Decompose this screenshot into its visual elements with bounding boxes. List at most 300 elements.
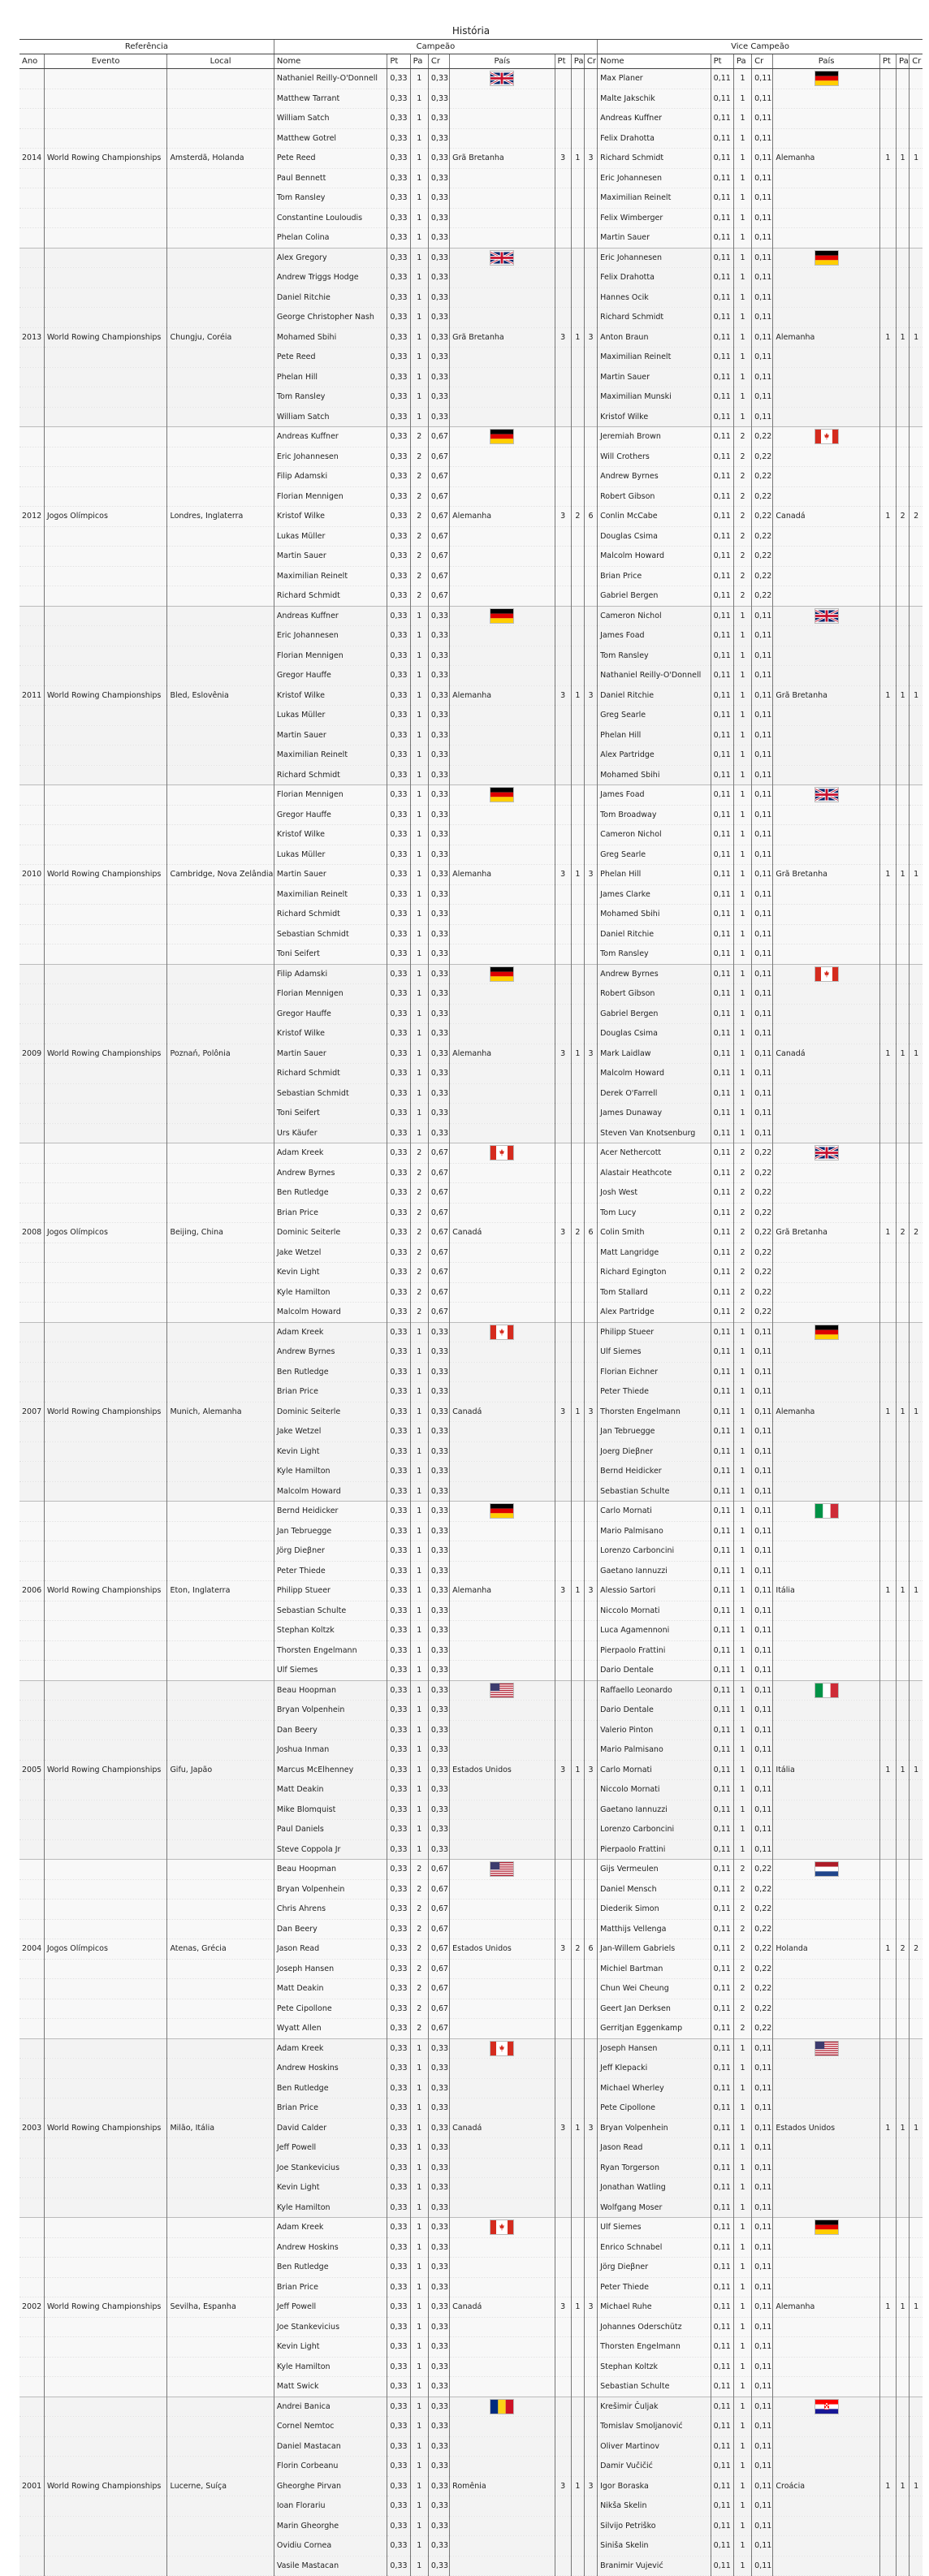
runner-cr-cell: 0,11 xyxy=(752,1521,773,1541)
champion-cr-cell: 0,33 xyxy=(428,2038,449,2059)
empty-cell xyxy=(571,407,584,427)
champion-cr-cell: 0,67 xyxy=(428,1999,449,2019)
empty-cell xyxy=(450,2198,555,2218)
empty-cell xyxy=(897,427,910,447)
champion-cr-cell: 0,33 xyxy=(428,2476,449,2496)
table-row xyxy=(19,526,923,547)
empty-cell xyxy=(879,1640,896,1661)
empty-cell xyxy=(19,89,44,109)
empty-cell xyxy=(555,905,571,925)
empty-cell xyxy=(879,706,896,726)
runner-total-pt: 1 xyxy=(879,327,896,348)
champion-pa-cell: 1 xyxy=(410,646,428,666)
empty-cell xyxy=(450,884,555,905)
table-row xyxy=(19,1422,923,1442)
empty-cell xyxy=(167,1382,274,1403)
empty-cell xyxy=(167,407,274,427)
empty-cell xyxy=(19,1243,44,1263)
empty-cell xyxy=(450,367,555,387)
empty-cell xyxy=(450,765,555,785)
champion-cr-cell: 0,33 xyxy=(428,666,449,686)
empty-cell xyxy=(910,287,923,308)
empty-cell xyxy=(19,924,44,944)
runner-name-cell: Ryan Torgerson xyxy=(598,2158,711,2178)
empty-cell xyxy=(19,1203,44,1223)
empty-cell xyxy=(19,208,44,228)
location-cell: Milão, Itália xyxy=(167,2118,274,2138)
empty-cell xyxy=(584,486,597,507)
empty-cell xyxy=(19,984,44,1005)
champion-name-cell: Andreas Kuffner xyxy=(274,606,387,626)
runner-pt-cell: 0,11 xyxy=(711,427,733,447)
empty-cell xyxy=(450,1839,555,1860)
runner-name-cell: Matt Langridge xyxy=(598,1243,711,1263)
empty-cell xyxy=(773,1820,879,1840)
empty-cell xyxy=(584,2436,597,2457)
table-row xyxy=(19,1541,923,1562)
empty-cell xyxy=(555,805,571,825)
runner-pa-cell: 1 xyxy=(733,1342,751,1363)
runner-cr-cell: 0,11 xyxy=(752,208,773,228)
runner-pt-cell: 0,11 xyxy=(711,2158,733,2178)
champion-name-cell: Bernd Heidicker xyxy=(274,1502,387,1522)
champion-cr-cell: 0,33 xyxy=(428,2118,449,2138)
empty-cell xyxy=(44,486,167,507)
empty-cell xyxy=(450,2178,555,2198)
empty-cell xyxy=(773,109,879,129)
empty-cell xyxy=(167,228,274,249)
champion-name-cell: Ben Rutledge xyxy=(274,1183,387,1204)
header-event: Evento xyxy=(44,54,167,69)
runner-cr-cell: 0,11 xyxy=(752,2516,773,2536)
table-row xyxy=(19,1601,923,1621)
empty-cell xyxy=(44,2536,167,2557)
runner-name-cell: Alastair Heathcote xyxy=(598,1163,711,1183)
runner-name-cell: Jörg Dieβner xyxy=(598,2258,711,2278)
empty-cell xyxy=(44,1104,167,1124)
empty-cell xyxy=(450,1243,555,1263)
empty-cell xyxy=(584,2237,597,2258)
empty-cell xyxy=(879,168,896,188)
champion-pa-cell: 2 xyxy=(410,486,428,507)
empty-cell xyxy=(910,1282,923,1303)
empty-cell xyxy=(555,1441,571,1462)
champion-name-cell: Kyle Hamilton xyxy=(274,1282,387,1303)
empty-cell xyxy=(879,1024,896,1044)
table-row xyxy=(19,1183,923,1204)
empty-cell xyxy=(167,1203,274,1223)
champion-cr-cell: 0,33 xyxy=(428,1104,449,1124)
runner-flag-cell xyxy=(773,1322,879,1342)
runner-flag-cell xyxy=(773,248,879,268)
empty-cell xyxy=(450,2496,555,2517)
empty-cell xyxy=(44,805,167,825)
empty-cell xyxy=(584,1640,597,1661)
runner-cr-cell: 0,11 xyxy=(752,685,773,706)
champion-cr-cell: 0,33 xyxy=(428,1422,449,1442)
empty-cell xyxy=(19,1322,44,1342)
empty-cell xyxy=(910,845,923,865)
champion-name-cell: Jan Tebruegge xyxy=(274,1521,387,1541)
empty-cell xyxy=(910,547,923,567)
empty-cell xyxy=(167,348,274,368)
runner-pa-cell: 1 xyxy=(733,109,751,129)
runner-name-cell: Luca Agamennoni xyxy=(598,1621,711,1641)
empty-cell xyxy=(167,2019,274,2039)
table-row xyxy=(19,2098,923,2119)
empty-cell xyxy=(910,427,923,447)
empty-cell xyxy=(910,2536,923,2557)
empty-cell xyxy=(167,2496,274,2517)
runner-name-cell: James Foad xyxy=(598,785,711,806)
runner-pt-cell: 0,11 xyxy=(711,1422,733,1442)
runner-cr-cell: 0,11 xyxy=(752,1720,773,1740)
empty-cell xyxy=(897,1740,910,1761)
runner-pt-cell: 0,11 xyxy=(711,845,733,865)
empty-cell xyxy=(44,1243,167,1263)
champion-pa-cell: 1 xyxy=(410,2218,428,2238)
runner-pt-cell: 0,11 xyxy=(711,1263,733,1283)
runner-name-cell: Mohamed Sbihi xyxy=(598,765,711,785)
champion-cr-cell: 0,33 xyxy=(428,1541,449,1562)
champion-pa-cell: 1 xyxy=(410,1601,428,1621)
runner-pa-cell: 1 xyxy=(733,1044,751,1064)
empty-cell xyxy=(167,2078,274,2098)
empty-cell xyxy=(571,1839,584,1860)
empty-cell xyxy=(571,447,584,467)
empty-cell xyxy=(571,805,584,825)
empty-cell xyxy=(450,1740,555,1761)
empty-cell xyxy=(571,964,584,984)
runner-pa-cell: 1 xyxy=(733,2317,751,2337)
empty-cell xyxy=(44,547,167,567)
champion-cr-cell: 0,67 xyxy=(428,1919,449,1939)
runner-pt-cell: 0,11 xyxy=(711,2019,733,2039)
runner-cr-cell: 0,22 xyxy=(752,1223,773,1243)
runner-cr-cell: 0,22 xyxy=(752,1282,773,1303)
empty-cell xyxy=(44,2317,167,2337)
runner-pt-cell: 0,11 xyxy=(711,327,733,348)
empty-cell xyxy=(19,2377,44,2397)
empty-cell xyxy=(584,2536,597,2557)
champion-pa-cell: 1 xyxy=(410,1422,428,1442)
table-row xyxy=(19,1581,923,1601)
runner-cr-cell: 0,22 xyxy=(752,1900,773,1920)
empty-cell xyxy=(773,2019,879,2039)
empty-cell xyxy=(584,1342,597,1363)
runner-name-cell: Martin Sauer xyxy=(598,367,711,387)
champion-name-cell: Matt Deakin xyxy=(274,1780,387,1800)
champion-flag-cell xyxy=(450,1143,555,1164)
champion-pt-cell: 0,33 xyxy=(387,2078,410,2098)
champion-pt-cell: 0,33 xyxy=(387,526,410,547)
empty-cell xyxy=(897,1382,910,1403)
empty-cell xyxy=(773,984,879,1005)
champion-total-cr: 3 xyxy=(584,2297,597,2318)
empty-cell xyxy=(879,646,896,666)
runner-pt-cell: 0,11 xyxy=(711,1143,733,1164)
empty-cell xyxy=(910,2078,923,2098)
champion-pt-cell: 0,33 xyxy=(387,1322,410,1342)
runner-pa-cell: 1 xyxy=(733,984,751,1005)
empty-cell xyxy=(910,1104,923,1124)
champion-pa-cell: 1 xyxy=(410,2098,428,2119)
empty-cell xyxy=(44,785,167,806)
runner-country-cell: Estados Unidos xyxy=(773,2118,879,2138)
empty-cell xyxy=(773,2357,879,2377)
empty-cell xyxy=(584,2218,597,2238)
runner-pa-cell: 1 xyxy=(733,2237,751,2258)
runner-country-cell: Alemanha xyxy=(773,1402,879,1422)
table-row xyxy=(19,626,923,646)
champion-pt-cell: 0,33 xyxy=(387,706,410,726)
table-row xyxy=(19,1999,923,2019)
empty-cell xyxy=(584,1879,597,1900)
champion-cr-cell: 0,67 xyxy=(428,486,449,507)
runner-name-cell: Pierpaolo Frattini xyxy=(598,1839,711,1860)
netherlands-flag-icon xyxy=(814,1861,839,1877)
edition-group-2002 xyxy=(19,2218,923,2397)
runner-cr-cell: 0,11 xyxy=(752,287,773,308)
empty-cell xyxy=(910,2397,923,2417)
empty-cell xyxy=(44,1561,167,1581)
empty-cell xyxy=(584,2198,597,2218)
runner-cr-cell: 0,22 xyxy=(752,1243,773,1263)
champion-pa-cell: 1 xyxy=(410,1820,428,1840)
runner-total-cr: 1 xyxy=(910,149,923,169)
runner-name-cell: Jan-Willem Gabriels xyxy=(598,1939,711,1960)
runner-name-cell: Michael Ruhe xyxy=(598,2297,711,2318)
table-row xyxy=(19,1661,923,1681)
runner-total-pa: 1 xyxy=(897,1760,910,1780)
champion-cr-cell: 0,33 xyxy=(428,327,449,348)
empty-cell xyxy=(167,1999,274,2019)
champion-pt-cell: 0,33 xyxy=(387,725,410,746)
empty-cell xyxy=(19,2178,44,2198)
empty-cell xyxy=(19,1740,44,1761)
champion-pa-cell: 2 xyxy=(410,1879,428,1900)
empty-cell xyxy=(44,447,167,467)
champion-pa-cell: 1 xyxy=(410,1024,428,1044)
runner-pa-cell: 1 xyxy=(733,964,751,984)
empty-cell xyxy=(571,1441,584,1462)
empty-cell xyxy=(897,526,910,547)
runner-pt-cell: 0,11 xyxy=(711,1839,733,1860)
empty-cell xyxy=(450,1481,555,1502)
empty-cell xyxy=(571,2457,584,2477)
champion-pt-cell: 0,33 xyxy=(387,89,410,109)
champion-name-cell: Andrew Byrnes xyxy=(274,1342,387,1363)
champion-cr-cell: 0,33 xyxy=(428,149,449,169)
empty-cell xyxy=(773,646,879,666)
empty-cell xyxy=(773,1541,879,1562)
empty-cell xyxy=(571,845,584,865)
runner-pt-cell: 0,11 xyxy=(711,1860,733,1880)
empty-cell xyxy=(167,666,274,686)
champion-pa-cell: 2 xyxy=(410,1282,428,1303)
empty-cell xyxy=(555,1203,571,1223)
runner-pt-cell: 0,11 xyxy=(711,626,733,646)
champion-cr-cell: 0,33 xyxy=(428,2516,449,2536)
runner-pt-cell: 0,11 xyxy=(711,1959,733,1979)
runner-name-cell: Niccolo Mornati xyxy=(598,1780,711,1800)
empty-cell xyxy=(450,626,555,646)
table-row xyxy=(19,427,923,447)
runner-total-cr: 2 xyxy=(910,1939,923,1960)
champion-pt-cell: 0,33 xyxy=(387,1640,410,1661)
runner-pa-cell: 1 xyxy=(733,1780,751,1800)
empty-cell xyxy=(167,427,274,447)
runner-name-cell: Gabriel Bergen xyxy=(598,1004,711,1024)
empty-cell xyxy=(584,1839,597,1860)
champion-name-cell: Constantine Louloudis xyxy=(274,208,387,228)
empty-cell xyxy=(44,606,167,626)
runner-pt-cell: 0,11 xyxy=(711,2516,733,2536)
runner-name-cell: Daniel Ritchie xyxy=(598,924,711,944)
empty-cell xyxy=(44,208,167,228)
usa-flag-icon xyxy=(490,1683,514,1698)
champion-cr-cell: 0,33 xyxy=(428,706,449,726)
empty-cell xyxy=(571,706,584,726)
empty-cell xyxy=(19,387,44,408)
champion-pt-cell: 0,33 xyxy=(387,1502,410,1522)
empty-cell xyxy=(584,2317,597,2337)
empty-cell xyxy=(571,1800,584,1820)
champion-name-cell: Lukas Müller xyxy=(274,845,387,865)
empty-cell xyxy=(584,566,597,586)
champion-pt-cell: 0,33 xyxy=(387,1342,410,1363)
empty-cell xyxy=(879,1303,896,1323)
empty-cell xyxy=(910,646,923,666)
table-row xyxy=(19,1780,923,1800)
runner-pa-cell: 1 xyxy=(733,2218,751,2238)
runner-pa-cell: 1 xyxy=(733,2098,751,2119)
empty-cell xyxy=(19,2158,44,2178)
empty-cell xyxy=(897,1422,910,1442)
table-row xyxy=(19,2436,923,2457)
runner-pt-cell: 0,11 xyxy=(711,208,733,228)
champion-name-cell: Cornel Nemtoc xyxy=(274,2417,387,2437)
empty-cell xyxy=(19,1521,44,1541)
champion-pt-cell: 0,33 xyxy=(387,606,410,626)
champion-pa-cell: 1 xyxy=(410,2198,428,2218)
empty-cell xyxy=(584,1959,597,1979)
year-cell: 2001 xyxy=(19,2476,44,2496)
empty-cell xyxy=(571,2019,584,2039)
empty-cell xyxy=(879,2258,896,2278)
edition-group-2011 xyxy=(19,606,923,785)
empty-cell xyxy=(44,944,167,965)
runner-pa-cell: 1 xyxy=(733,228,751,249)
champion-country-cell: Alemanha xyxy=(450,1581,555,1601)
champion-cr-cell: 0,33 xyxy=(428,1561,449,1581)
empty-cell xyxy=(44,924,167,944)
empty-cell xyxy=(773,1919,879,1939)
table-row xyxy=(19,1143,923,1164)
empty-cell xyxy=(555,2218,571,2238)
empty-cell xyxy=(910,825,923,845)
empty-cell xyxy=(897,1024,910,1044)
empty-cell xyxy=(584,944,597,965)
runner-cr-cell: 0,11 xyxy=(752,1760,773,1780)
table-row xyxy=(19,1163,923,1183)
empty-cell xyxy=(571,725,584,746)
table-row xyxy=(19,248,923,268)
champion-pa-cell: 1 xyxy=(410,2536,428,2557)
runner-pa-cell: 1 xyxy=(733,1441,751,1462)
runner-pt-cell: 0,11 xyxy=(711,2357,733,2377)
empty-cell xyxy=(571,248,584,268)
empty-cell xyxy=(910,1342,923,1363)
runner-pt-cell: 0,11 xyxy=(711,825,733,845)
runner-name-cell: Cameron Nichol xyxy=(598,825,711,845)
empty-cell xyxy=(897,746,910,766)
empty-cell xyxy=(773,2178,879,2198)
runner-cr-cell: 0,11 xyxy=(752,2138,773,2159)
runner-name-cell: Daniel Ritchie xyxy=(598,685,711,706)
runner-cr-cell: 0,11 xyxy=(752,884,773,905)
empty-cell xyxy=(19,2218,44,2238)
champion-name-cell: Sebastian Schulte xyxy=(274,1601,387,1621)
empty-cell xyxy=(44,1800,167,1820)
runner-name-cell: Michiel Bartman xyxy=(598,1959,711,1979)
runner-cr-cell: 0,22 xyxy=(752,1303,773,1323)
empty-cell xyxy=(879,1462,896,1482)
runner-name-cell: Felix Drahotta xyxy=(598,268,711,288)
empty-cell xyxy=(19,666,44,686)
empty-cell xyxy=(19,884,44,905)
empty-cell xyxy=(450,1900,555,1920)
empty-cell xyxy=(19,109,44,129)
champion-name-cell: Maximilian Reinelt xyxy=(274,566,387,586)
champion-total-pt: 3 xyxy=(555,685,571,706)
runner-name-cell: Eric Johannesen xyxy=(598,248,711,268)
empty-cell xyxy=(44,845,167,865)
empty-cell xyxy=(879,2436,896,2457)
runner-pt-cell: 0,11 xyxy=(711,2317,733,2337)
empty-cell xyxy=(167,1621,274,1641)
empty-cell xyxy=(584,268,597,288)
runner-flag-cell xyxy=(773,606,879,626)
runner-pt-cell: 0,11 xyxy=(711,606,733,626)
empty-cell xyxy=(910,1661,923,1681)
champion-cr-cell: 0,33 xyxy=(428,2258,449,2278)
empty-cell xyxy=(910,964,923,984)
empty-cell xyxy=(19,486,44,507)
empty-cell xyxy=(584,188,597,209)
empty-cell xyxy=(19,1621,44,1641)
empty-cell xyxy=(910,447,923,467)
champion-pa-cell: 1 xyxy=(410,1104,428,1124)
runner-name-cell: Raffaello Leonardo xyxy=(598,1680,711,1701)
runner-pt-cell: 0,11 xyxy=(711,1502,733,1522)
empty-cell xyxy=(773,2237,879,2258)
empty-cell xyxy=(44,1661,167,1681)
runner-name-cell: Dario Dentale xyxy=(598,1701,711,1721)
runner-name-cell: Jeremiah Brown xyxy=(598,427,711,447)
champion-name-cell: George Christopher Nash xyxy=(274,308,387,328)
empty-cell xyxy=(584,2019,597,2039)
champion-pa-cell: 1 xyxy=(410,2118,428,2138)
empty-cell xyxy=(450,905,555,925)
empty-cell xyxy=(167,1183,274,1204)
champion-pa-cell: 1 xyxy=(410,2476,428,2496)
empty-cell xyxy=(773,2277,879,2297)
empty-cell xyxy=(910,2038,923,2059)
empty-cell xyxy=(897,248,910,268)
empty-cell xyxy=(450,308,555,328)
champion-country-cell: Romênia xyxy=(450,2476,555,2496)
